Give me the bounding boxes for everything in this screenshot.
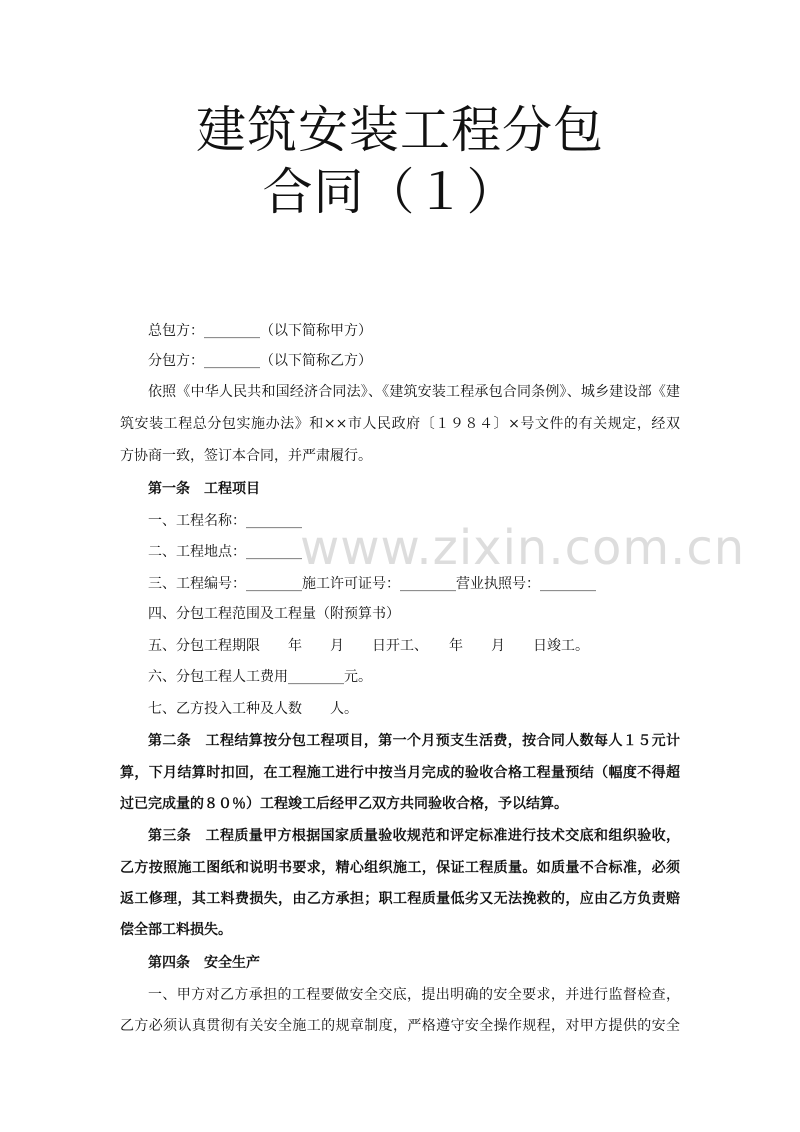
article-3-text: 乙方按照施工图纸和说明书要求，精心组织施工，保证工程质量。如质量不合标准，必须 [120, 860, 680, 876]
scope-line: 四、分包工程范围及工程量（附预算书） [148, 606, 400, 622]
project-number-line: 三、工程编号：________施工许可证号：________营业执照号：________ [148, 576, 596, 592]
article-4-text: 一、甲方对乙方承担的工程要做安全交底，提出明确的安全要求，并进行监督检查， [148, 987, 680, 1003]
preamble-text: 方协商一致，签订本合同，并严肃履行。 [120, 448, 372, 464]
article-3-text: 偿全部工料损失。 [120, 922, 232, 938]
article-4-text: 乙方必须认真贯彻有关安全施工的规章制度，严格遵守安全操作规程，对甲方提供的安全 [120, 1018, 680, 1034]
document-title-line2: 合同（１） [262, 163, 518, 221]
project-name-line: 一、工程名称：________ [148, 513, 302, 529]
article-2-text: 算，下月结算时扣回，在工程施工进行中按当月完成的验收合格工程量预结（幅度不得超 [120, 765, 680, 781]
watermark: www.zixin.com.cn [300, 520, 746, 576]
period-line: 五、分包工程期限 年 月 日开工、 年 月 日竣工。 [148, 638, 589, 654]
general-contractor-line: 总包方：________（以下简称甲方） [148, 323, 372, 339]
article-3-text: 返工修理，其工料费损失，由乙方承担；职工程质量低劣又无法挽救的，应由乙方负责赔 [120, 891, 680, 907]
preamble-text: 依照《中华人民共和国经济合同法》、《建筑安装工程承包合同条例》、城乡建设部《建 [148, 384, 680, 400]
article-2-text: 第二条 工程结算按分包工程项目，第一个月预支生活费，按合同人数每人１５元计 [148, 733, 680, 749]
article-3-text: 第三条 工程质量甲方根据国家质量验收规范和评定标准进行技术交底和组织验收， [148, 828, 680, 844]
article-1-heading: 第一条 工程项目 [148, 481, 260, 497]
labor-cost-line: 六、分包工程人工费用________元。 [148, 669, 372, 685]
article-4-heading: 第四条 安全生产 [148, 955, 260, 971]
document-title-line1: 建筑安装工程分包 [196, 101, 604, 159]
article-2-text: 过已完成量的８０％）工程竣工后经甲乙双方共同验收合格，予以结算。 [120, 796, 568, 812]
project-location-line: 二、工程地点：________ [148, 544, 302, 560]
workforce-line: 七、乙方投入工种及人数 人。 [148, 701, 358, 717]
preamble-text: 筑安装工程总分包实施办法》和××市人民政府〔１９８４〕×号文件的有关规定，经双 [120, 416, 680, 432]
subcontractor-line: 分包方：________（以下简称乙方） [148, 353, 372, 369]
